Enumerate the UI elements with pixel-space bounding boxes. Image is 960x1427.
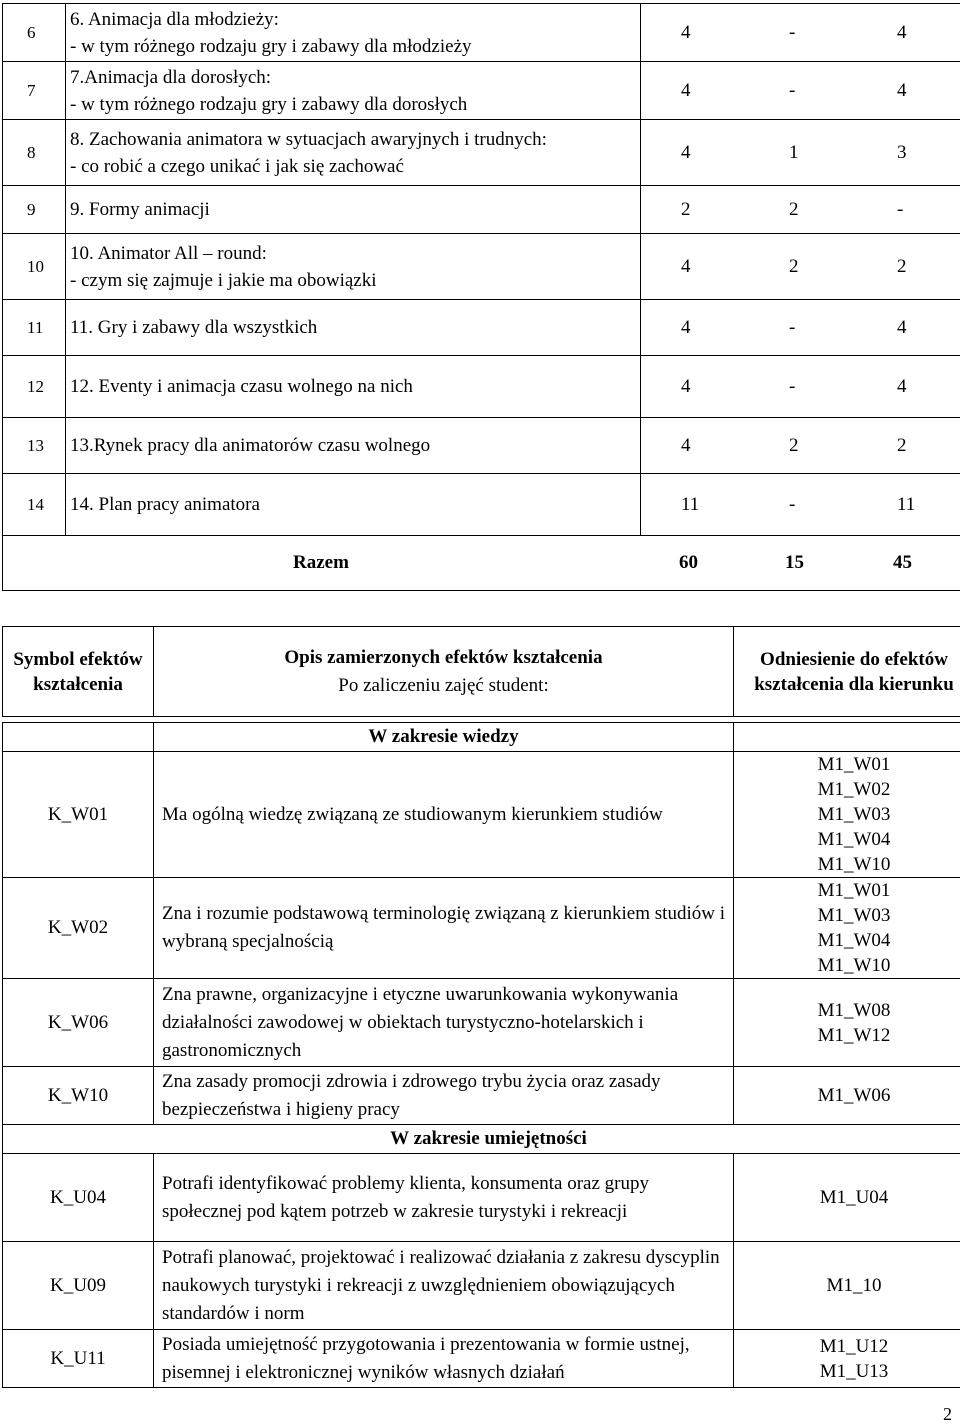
topic-line: 10. Animator All – round: [70, 242, 267, 264]
hours-total: 4 [681, 434, 691, 456]
topics-table [2, 3, 960, 591]
outcomes-header-row [3, 627, 960, 717]
outcome-references [734, 1242, 960, 1330]
topic-line: 9. Formy animacji [70, 198, 210, 220]
outcome-symbol: K_U11 [3, 1330, 154, 1388]
topic-hours [641, 120, 960, 186]
topic-number: 7 [3, 62, 66, 120]
topic-row [3, 300, 960, 356]
topic-name [66, 300, 641, 356]
hours-exercises: 4 [897, 21, 907, 43]
reference-code: M1_W02 [817, 779, 891, 800]
reference-code: M1_W10 [817, 854, 891, 875]
total-hours: 60 [679, 552, 698, 573]
outcome-references [734, 979, 960, 1067]
topic-line: 12. Eventy i animacja czasu wolnego na nich [70, 375, 413, 397]
outcome-row [3, 1067, 960, 1125]
hours-total: 11 [681, 493, 700, 515]
hours-lecture: 1 [789, 141, 799, 163]
topic-line: 6. Animacja dla młodzieży: [70, 8, 279, 30]
section-knowledge-row [3, 723, 960, 752]
reference-code: M1_W01 [817, 880, 891, 901]
outcome-references [734, 1330, 960, 1388]
reference-code: M1_W03 [817, 905, 891, 926]
section-skills: W zakresie umiejętności [3, 1125, 960, 1154]
topic-line: - w tym różnego rodzaju gry i zabawy dla dorosłych [70, 93, 468, 115]
outcome-symbol: K_U04 [3, 1154, 154, 1242]
outcome-description: Potrafi planować, projektować i realizować działania z zakresu dyscyplin naukowych turystyki i rekreacji z uwzględnieniem obowiązujących standardów i norm [154, 1242, 734, 1330]
topic-line: 13.Rynek pracy dla animatorów czasu wolnego [70, 434, 431, 456]
hours-exercises: 4 [897, 316, 907, 338]
outcome-row [3, 979, 960, 1067]
section-knowledge-symbol-cell [3, 723, 154, 752]
topic-hours [641, 474, 960, 536]
hours-exercises: 4 [897, 79, 907, 101]
topic-row [3, 356, 960, 418]
hours-total: 4 [681, 141, 691, 163]
topic-number: 11 [3, 300, 66, 356]
topic-name [66, 62, 641, 120]
topic-hours [641, 418, 960, 474]
section-skills-row [3, 1125, 960, 1154]
reference-code: M1_W03 [817, 804, 891, 825]
outcome-symbol: K_W02 [3, 878, 154, 979]
reference-code: M1_W04 [817, 930, 891, 951]
topic-number: 10 [3, 234, 66, 300]
total-row [3, 536, 960, 591]
topic-line: - czym się zajmuje i jakie ma obowiązki [70, 269, 377, 291]
outcome-description: Zna i rozumie podstawową terminologię związaną z kierunkiem studiów i wybraną specjalnością [154, 878, 734, 979]
hours-lecture: - [789, 493, 796, 515]
topic-row [3, 120, 960, 186]
topic-hours [641, 62, 960, 120]
hours-exercises: 2 [897, 434, 907, 456]
hours-total: 2 [681, 198, 691, 220]
description-header-title: Opis zamierzonych efektów kształcenia [284, 646, 603, 668]
topic-row [3, 474, 960, 536]
outcome-references [734, 752, 960, 878]
outcome-description: Potrafi identyfikować problemy klienta, konsumenta oraz grupy społecznej pod kątem potrzeb w zakresie turystyki i rekreacji [154, 1154, 734, 1242]
reference-code: M1_10 [826, 1275, 882, 1296]
reference-code: M1_U04 [819, 1187, 889, 1208]
topic-name [66, 186, 641, 234]
topic-hours [641, 234, 960, 300]
topic-number: 12 [3, 356, 66, 418]
reference-code: M1_U12 [819, 1335, 889, 1357]
hours-lecture: - [789, 375, 796, 397]
hours-total: 4 [681, 21, 691, 43]
topic-hours [641, 186, 960, 234]
topic-name [66, 120, 641, 186]
topic-line: - w tym różnego rodzaju gry i zabawy dla młodzieży [70, 35, 472, 57]
reference-code: M1_W10 [817, 955, 891, 976]
hours-lecture: 2 [789, 255, 799, 277]
topic-name [66, 234, 641, 300]
hours-lecture: - [789, 21, 796, 43]
topic-line: 11. Gry i zabawy dla wszystkich [70, 316, 318, 338]
outcome-row [3, 1154, 960, 1242]
topic-line: 7.Animacja dla dorosłych: [70, 66, 272, 88]
outcome-description: Zna prawne, organizacyjne i etyczne uwarunkowania wykonywania działalności zawodowej w obiektach turystyczno-hotelarskich i gastronomicznych [154, 979, 734, 1067]
hours-exercises: - [897, 198, 904, 220]
topic-number: 8 [3, 120, 66, 186]
page-number: 2 [943, 1404, 952, 1424]
hours-exercises: 3 [897, 141, 907, 163]
outcome-symbol: K_U09 [3, 1242, 154, 1330]
topic-hours [641, 4, 960, 62]
outcome-row [3, 1330, 960, 1388]
hours-exercises: 2 [897, 255, 907, 277]
hours-total: 4 [681, 375, 691, 397]
topic-line: 14. Plan pracy animatora [70, 493, 260, 515]
topic-hours [641, 356, 960, 418]
section-knowledge-ref-cell [734, 723, 960, 752]
section-knowledge: W zakresie wiedzy [154, 723, 734, 752]
total-lecture: 15 [785, 552, 804, 573]
reference-code: M1_U13 [819, 1360, 889, 1382]
topic-name [66, 4, 641, 62]
outcome-symbol: K_W06 [3, 979, 154, 1067]
topic-line: 8. Zachowania animatora w sytuacjach awaryjnych i trudnych: [70, 128, 547, 150]
total-label: Razem [293, 552, 349, 573]
topic-name [66, 356, 641, 418]
outcome-row [3, 752, 960, 878]
hours-total: 4 [681, 255, 691, 277]
reference-header: Odniesienie do efektów kształcenia dla kierunku [734, 627, 960, 717]
symbol-header: Symbol efektów kształcenia [3, 627, 154, 717]
description-header-sub: Po zaliczeniu zajęć student: [338, 674, 549, 696]
hours-total: 4 [681, 316, 691, 338]
topic-name [66, 418, 641, 474]
hours-exercises: 11 [897, 493, 916, 515]
outcome-description: Posiada umiejętność przygotowania i prezentowania w formie ustnej, pisemnej i elektronicznej wyników własnych działań [154, 1330, 734, 1388]
hours-lecture: - [789, 79, 796, 101]
topic-row [3, 186, 960, 234]
topic-number: 9 [3, 186, 66, 234]
outcome-description: Ma ogólną wiedzę związaną ze studiowanym kierunkiem studiów [154, 752, 734, 878]
outcome-description: Zna zasady promocji zdrowia i zdrowego trybu życia oraz zasady bezpieczeństwa i higieny pracy [154, 1067, 734, 1125]
topic-number: 6 [3, 4, 66, 62]
total-exercises: 45 [893, 552, 912, 573]
description-header [154, 627, 734, 717]
outcome-symbol: K_W01 [3, 752, 154, 878]
reference-code: M1_W12 [817, 1024, 891, 1046]
hours-lecture: 2 [789, 434, 799, 456]
outcome-references [734, 1154, 960, 1242]
reference-code: M1_W01 [817, 754, 891, 775]
topic-row [3, 418, 960, 474]
topic-line: - co robić a czego unikać i jak się zachować [70, 155, 404, 177]
topic-row [3, 62, 960, 120]
total-cell [3, 536, 960, 591]
outcome-row [3, 1242, 960, 1330]
outcome-symbol: K_W10 [3, 1067, 154, 1125]
outcome-references [734, 1067, 960, 1125]
learning-outcomes-table [2, 626, 960, 1388]
hours-lecture: 2 [789, 198, 799, 220]
hours-lecture: - [789, 316, 796, 338]
hours-total: 4 [681, 79, 691, 101]
reference-code: M1_W08 [817, 999, 891, 1021]
topic-number: 13 [3, 418, 66, 474]
topic-hours [641, 300, 960, 356]
topic-row [3, 234, 960, 300]
topic-number: 14 [3, 474, 66, 536]
reference-code: M1_W04 [817, 829, 891, 850]
topic-row [3, 4, 960, 62]
outcome-row [3, 878, 960, 979]
topic-name [66, 474, 641, 536]
reference-code: M1_W06 [817, 1085, 891, 1106]
outcome-references [734, 878, 960, 979]
hours-exercises: 4 [897, 375, 907, 397]
